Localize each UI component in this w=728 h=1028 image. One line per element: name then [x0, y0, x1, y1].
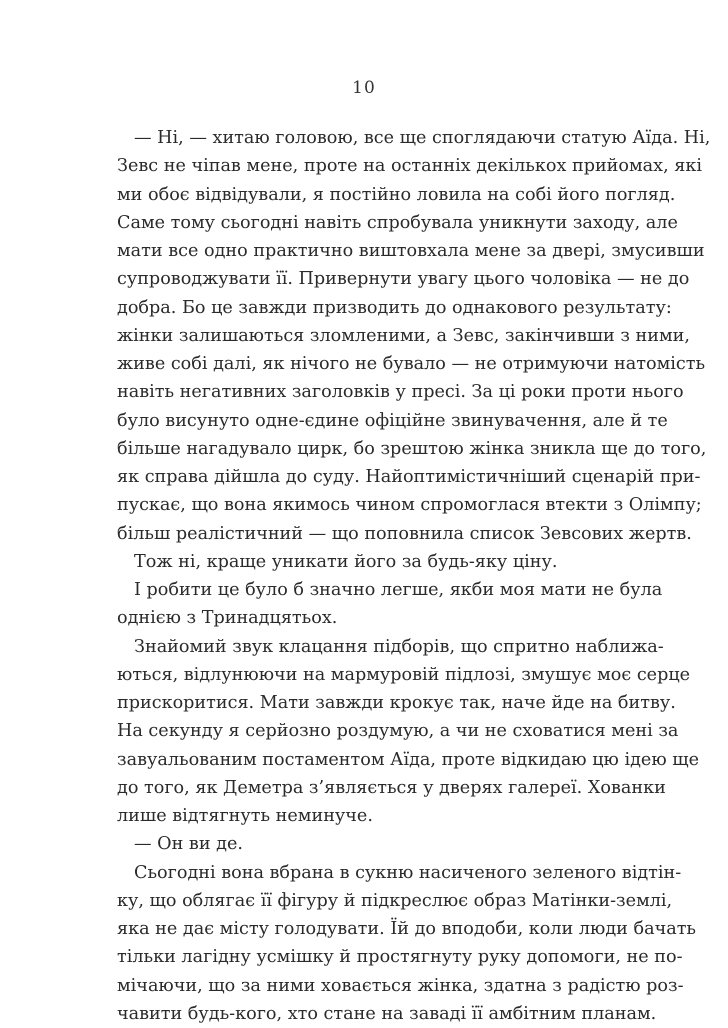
- paragraph: [117, 830, 615, 858]
- text-line: Тож ні, краще уникати його за будь-яку ціну.: [117, 548, 615, 576]
- text-line: Сьогодні вона вбрана в сукню насиченого зеленого відтін-: [117, 859, 615, 887]
- text-line: супроводжувати її. Привернути увагу цього чоловіка — не до: [117, 265, 615, 293]
- text-line: яка не дає місту голодувати. Їй до вподоби, коли люди бачать: [117, 915, 615, 943]
- text-line: Зевс не чіпав мене, проте на останніх декількох прийомах, які: [117, 152, 615, 180]
- text-line: ку, що облягає її фігуру й підкреслює образ Матінки-землі,: [117, 887, 615, 915]
- text-line: І робити це було б значно легше, якби моя мати не була: [117, 576, 615, 604]
- text-line: прискоритися. Мати завжди крокує так, наче йде на битву.: [117, 689, 615, 717]
- text-line: мічаючи, що за ними ховається жінка, здатна з радістю роз-: [117, 972, 615, 1000]
- paragraph: [117, 859, 615, 1028]
- text-line: пускає, що вона якимось чином спромоглася втекти з Олімпу;: [117, 491, 615, 519]
- text-line: навіть негативних заголовків у пресі. За ці роки проти нього: [117, 378, 615, 406]
- text-line: чавити будь-кого, хто стане на заваді її амбітним планам.: [117, 1000, 615, 1028]
- text-line: завуальованим постаментом Аїда, проте відкидаю цю ідею ще: [117, 746, 615, 774]
- paragraph: [117, 576, 615, 633]
- text-line: Знайомий звук клацання підборів, що спритно наближа-: [117, 633, 615, 661]
- text-line: більше нагадувало цирк, бо зрештою жінка зникла ще до того,: [117, 435, 615, 463]
- text-line: більш реалістичний — що поповнила список Зевсових жертв.: [117, 520, 615, 548]
- text-line: — Ні, — хитаю головою, все ще споглядаючи статую Аїда. Ні,: [117, 124, 615, 152]
- text-line: тільки лагідну усмішку й простягнуту руку допомоги, не по-: [117, 943, 615, 971]
- text-line: мати все одно практично виштовхала мене за двері, змусивши: [117, 237, 615, 265]
- text-line: лише відтягнуть неминуче.: [117, 802, 615, 830]
- text-line: було висунуто одне-єдине офіційне звинувачення, але й те: [117, 407, 615, 435]
- page-number: 10: [0, 78, 728, 98]
- text-line: до того, як Деметра з’являється у дверях галереї. Хованки: [117, 774, 615, 802]
- text-line: ми обоє відвідували, я постійно ловила на собі його погляд.: [117, 181, 615, 209]
- paragraph: [117, 124, 615, 548]
- text-line: ються, відлунюючи на мармуровій підлозі, змушує моє серце: [117, 661, 615, 689]
- text-line: жінки залишаються зломленими, а Зевс, закінчивши з ними,: [117, 322, 615, 350]
- text-line: На секунду я серйозно роздумую, а чи не сховатися мені за: [117, 717, 615, 745]
- text-line: як справа дійшла до суду. Найоптимістичніший сценарій при-: [117, 463, 615, 491]
- text-line: добра. Бо це завжди призводить до однакового результату:: [117, 294, 615, 322]
- body-text: [117, 124, 615, 1028]
- text-line: Саме тому сьогодні навіть спробувала уникнути заходу, але: [117, 209, 615, 237]
- paragraph: [117, 633, 615, 831]
- paragraph: [117, 548, 615, 576]
- text-line: живе собі далі, як нічого не бувало — не отримуючи натомість: [117, 350, 615, 378]
- text-line: — Он ви де.: [117, 830, 615, 858]
- text-line: однією з Тринадцятьох.: [117, 604, 615, 632]
